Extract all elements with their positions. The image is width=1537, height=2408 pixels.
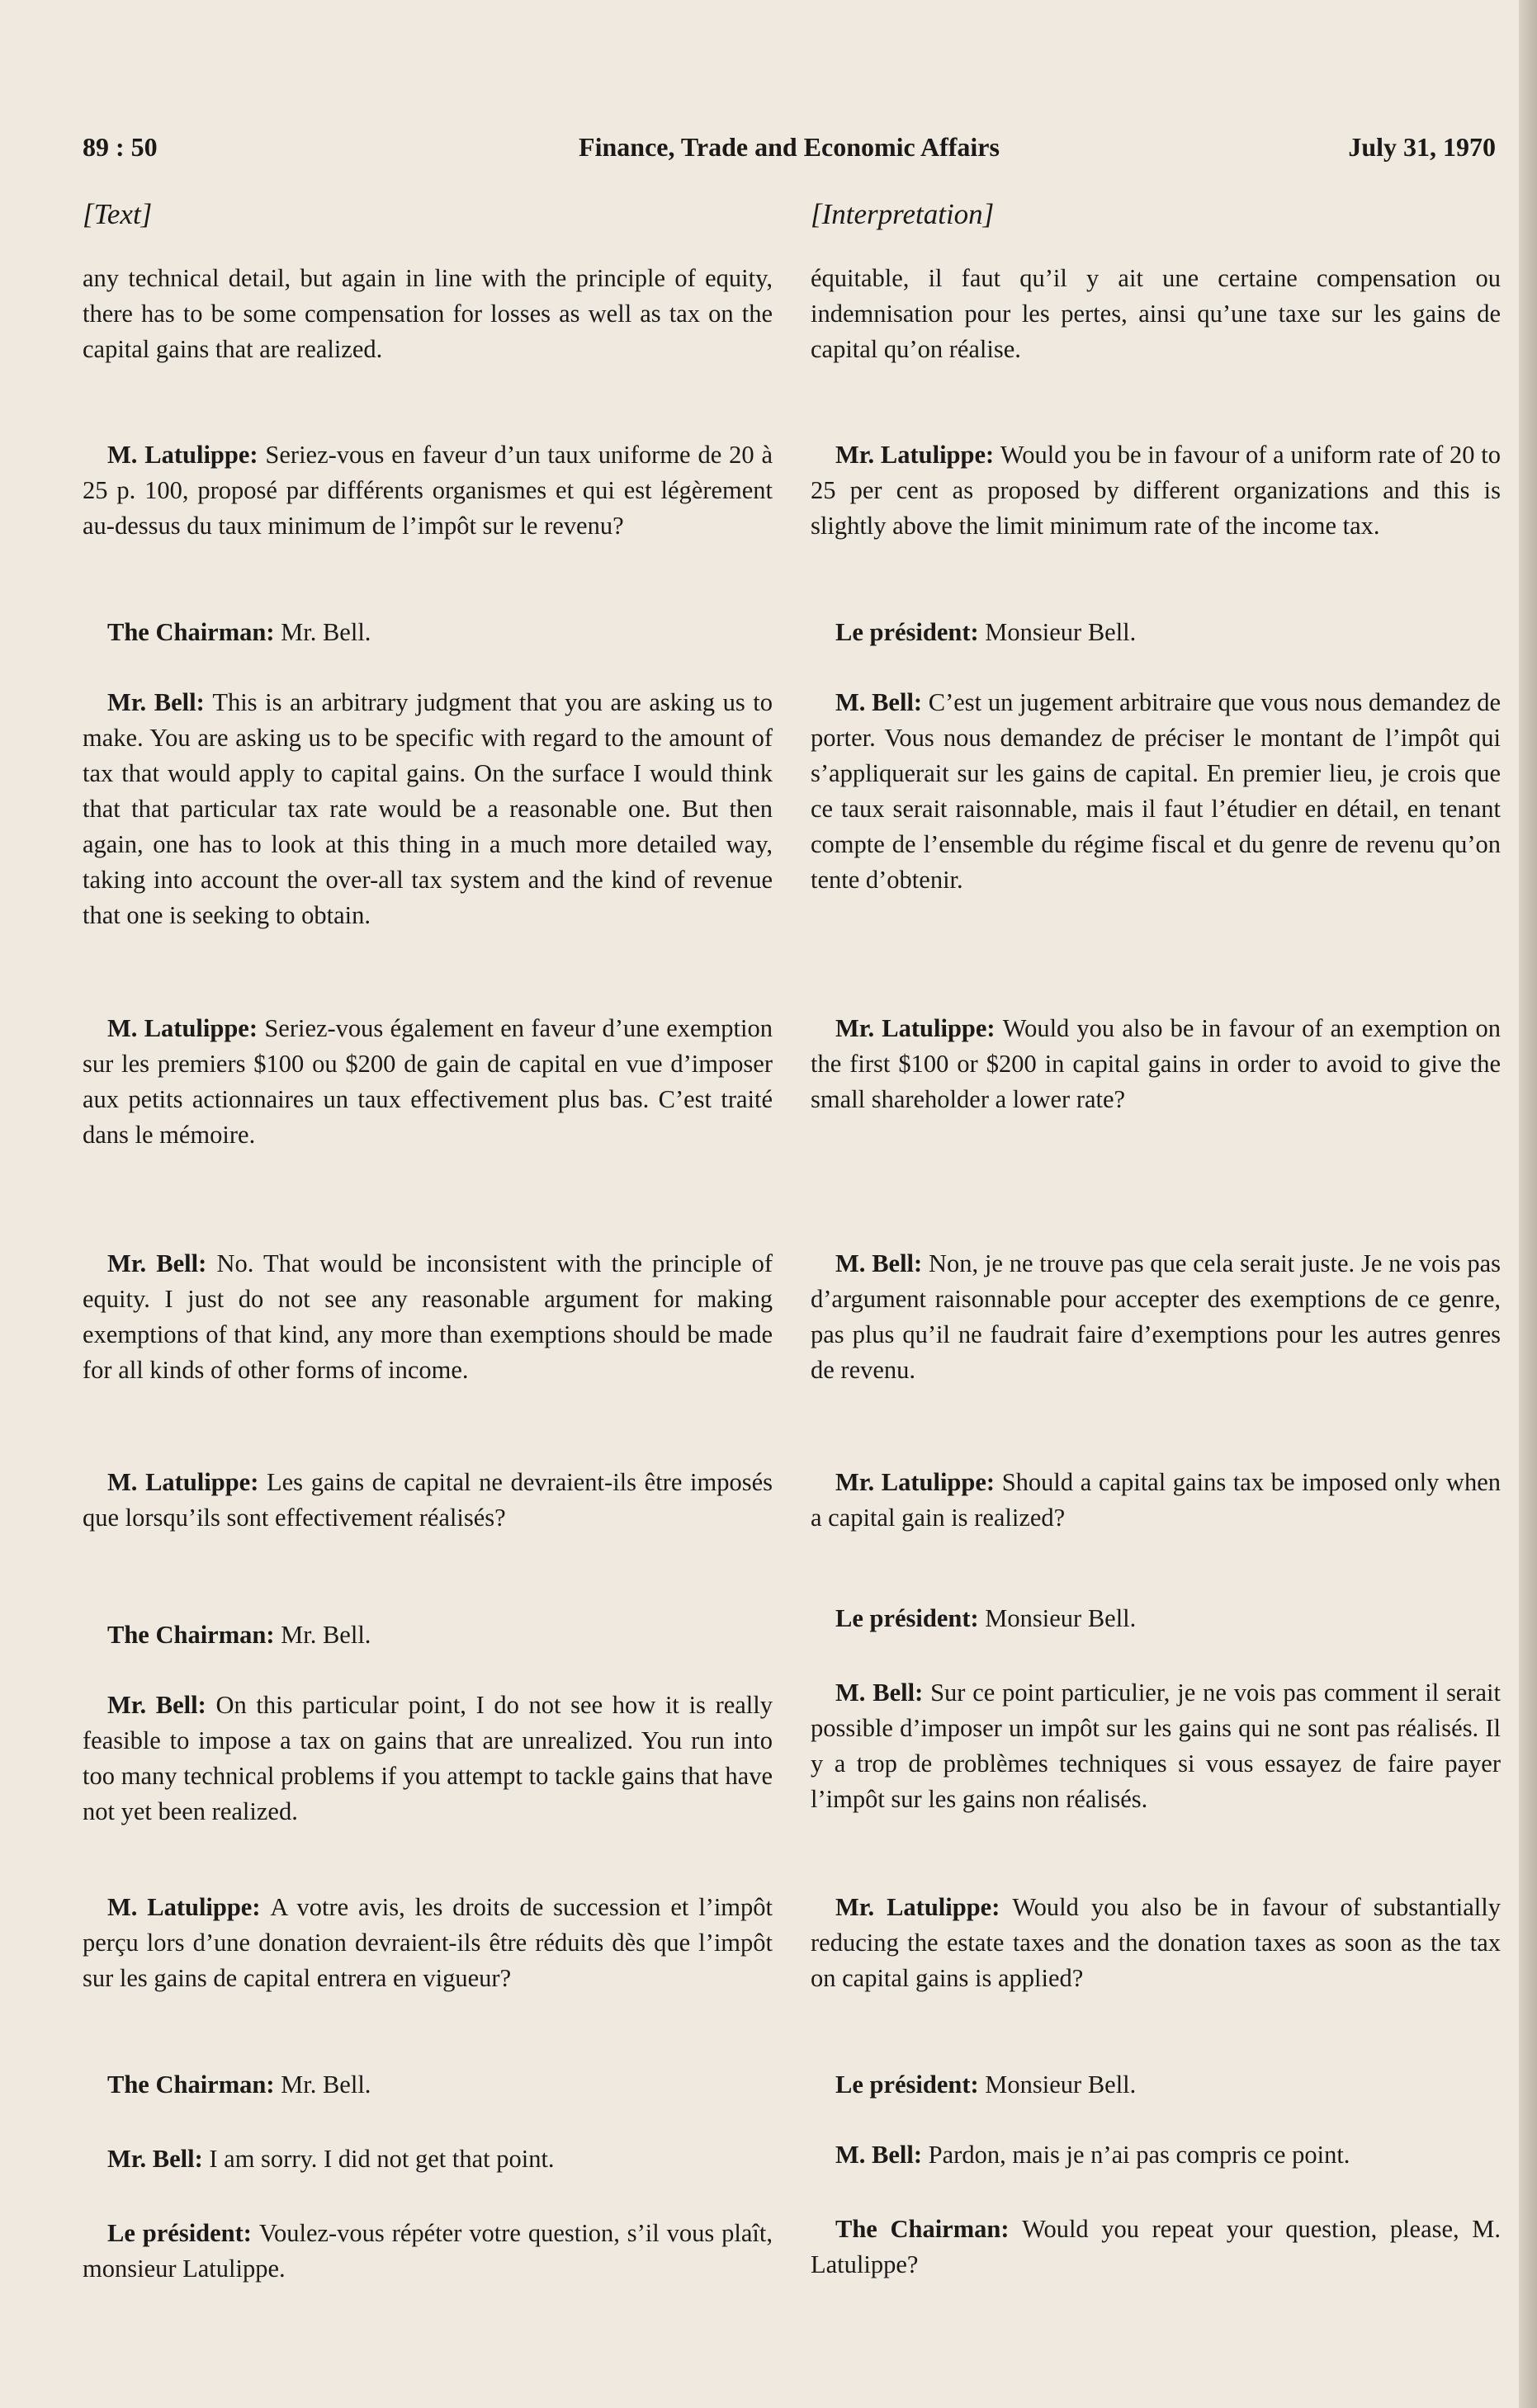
speech-text: Monsieur Bell. <box>985 2070 1137 2099</box>
speaker-name: Mr. Latulippe: <box>835 441 1000 469</box>
speech-text: On this particular point, I do not see how it is really feasible to impose a tax on gains that are unrealized. You run into too many technical problems if you attempt to tackle gains that have not yet been realized. <box>83 1691 773 1825</box>
speech-text: This is an arbitrary judgment that you are asking us to make. You are asking us to be specific with regard to the amount of tax that would apply to capital gains. On the surface I would think that that particular tax rate would be a reasonable one. But then again, one has to look at this thing in a much more detailed way, taking into account the over-all tax system and the kind of revenue that one is seeking to obtain. <box>83 688 773 929</box>
page-reference: 89 : 50 <box>83 132 158 162</box>
column-label-text: [Text] <box>83 198 153 230</box>
speaker-name: The Chairman: <box>835 2215 1023 2243</box>
left-paragraph-4 <box>83 1011 773 1153</box>
right-paragraph-5 <box>811 1246 1501 1388</box>
text-column <box>83 198 773 2283</box>
speech-text: A votre avis, les droits de succession et l’impôt perçu lors d’une donation devraient-ils être réduits dès que l’impôt sur les gains de capital entrera en vigueur? <box>83 1893 773 1992</box>
speech-text: Mr. Bell. <box>281 1621 371 1649</box>
speaker-name: M. Bell: <box>835 688 929 716</box>
speaker-name: The Chairman: <box>107 618 281 646</box>
speaker-name: Le président: <box>107 2219 259 2247</box>
speaker-name: Le président: <box>835 1604 986 1632</box>
left-paragraph-8 <box>83 1688 773 1830</box>
right-paragraph-0 <box>811 261 1501 367</box>
speech-text: Mr. Bell. <box>281 618 371 646</box>
right-paragraph-11 <box>811 2137 1501 2173</box>
left-paragraph-10 <box>83 2067 773 2103</box>
interpretation-column <box>811 198 1502 2278</box>
speaker-name: Mr. Latulippe: <box>835 1014 1003 1042</box>
right-paragraph-1 <box>811 437 1501 544</box>
speaker-name: The Chairman: <box>107 2070 281 2099</box>
left-paragraph-9 <box>83 1890 773 1996</box>
speech-text: Monsieur Bell. <box>985 1604 1137 1632</box>
speaker-name: M. Latulippe: <box>107 441 266 469</box>
right-paragraph-7 <box>811 1601 1501 1636</box>
speaker-name: Mr. Bell: <box>107 1249 217 1277</box>
speaker-name: Le président: <box>835 2070 986 2099</box>
speaker-name: The Chairman: <box>107 1621 281 1649</box>
right-paragraph-4 <box>811 1011 1501 1117</box>
right-paragraph-6 <box>811 1465 1501 1536</box>
speech-text: Would you also be in favour of an exemption on the first $100 or $200 in capital gains in order to avoid to give the small shareholder a lower rate? <box>811 1014 1501 1113</box>
speech-text: Would you repeat your question, please, M. Latulippe? <box>811 2215 1501 2278</box>
speech-text: Seriez-vous également en faveur d’une exemption sur les premiers $100 ou $200 de gain de capital en vue d’imposer aux petits actionnaires un taux effectivement plus bas. C’est traité dans le mémoire. <box>83 1014 773 1149</box>
speech-text: Monsieur Bell. <box>985 618 1137 646</box>
speech-text: Mr. Bell. <box>281 2070 371 2099</box>
page-header <box>83 132 1496 172</box>
speaker-name: Mr. Latulippe: <box>835 1893 1013 1921</box>
speaker-name: M. Latulippe: <box>107 1893 271 1921</box>
right-paragraph-8 <box>811 1675 1501 1817</box>
right-paragraph-10 <box>811 2067 1501 2103</box>
header-date: July 31, 1970 <box>1348 132 1496 162</box>
left-paragraph-2 <box>83 615 773 650</box>
speaker-name: M. Bell: <box>835 2141 929 2169</box>
speaker-name: M. Bell: <box>835 1249 929 1277</box>
left-paragraph-12 <box>83 2216 773 2287</box>
speaker-name: Mr. Bell: <box>107 688 213 716</box>
speech-text: I am sorry. I did not get that point. <box>209 2145 555 2173</box>
left-paragraph-0 <box>83 261 773 367</box>
left-paragraph-1 <box>83 437 773 544</box>
speech-text: any technical detail, but again in line with the principle of equity, there has to be some compensation for losses as well as tax on the capital gains that are realized. <box>83 264 773 363</box>
speech-text: Should a capital gains tax be imposed only when a capital gain is realized? <box>811 1468 1501 1532</box>
left-paragraph-7 <box>83 1617 773 1653</box>
speech-text: Non, je ne trouve pas que cela serait juste. Je ne vois pas d’argument raisonnable pour accepter des exemptions de ce genre, pas plus qu’il ne faudrait faire d’exemptions pour les autres genres de revenu. <box>811 1249 1501 1384</box>
left-paragraph-3 <box>83 685 773 933</box>
speech-text: Pardon, mais je n’ai pas compris ce point. <box>928 2141 1350 2169</box>
speech-text: Sur ce point particulier, je ne vois pas comment il serait possible d’imposer un impôt sur les gains qui ne sont pas réalisés. Il y a trop de problèmes techniques si vous essayez de faire payer l’impôt sur les gains non réalisés. <box>811 1679 1501 1813</box>
right-paragraph-12 <box>811 2212 1501 2283</box>
speech-text: Voulez-vous répéter votre question, s’il vous plaît, monsieur Latulippe. <box>83 2219 773 2283</box>
speaker-name: Mr. Bell: <box>107 1691 216 1719</box>
speaker-name: M. Latulippe: <box>107 1014 265 1042</box>
speaker-name: Mr. Latulippe: <box>835 1468 1002 1496</box>
speaker-name: Le président: <box>835 618 986 646</box>
speech-text: Would you also be in favour of substantially reducing the estate taxes and the donation taxes as soon as the tax on capital gains is applied? <box>811 1893 1502 1992</box>
right-paragraph-2 <box>811 615 1501 650</box>
header-title: Finance, Trade and Economic Affairs <box>579 132 1000 162</box>
speaker-name: M. Latulippe: <box>107 1468 267 1496</box>
speech-text: Would you be in favour of a uniform rate of 20 to 25 per cent as proposed by different organizations and this is slightly above the limit minimum rate of the income tax. <box>811 441 1501 540</box>
speech-text: équitable, il faut qu’il y ait une certaine compensation ou indemnisation pour les pertes, ainsi qu’une taxe sur les gains de capital qu’on réalise. <box>811 264 1501 363</box>
left-paragraph-11 <box>83 2141 773 2177</box>
speech-text: Les gains de capital ne devraient-ils être imposés que lorsqu’ils sont effectivement réalisés? <box>83 1468 773 1532</box>
speaker-name: M. Bell: <box>835 1679 931 1707</box>
right-paragraph-9 <box>811 1890 1501 1996</box>
page-edge-shadow <box>1519 0 1537 2408</box>
left-paragraph-6 <box>83 1465 773 1536</box>
right-paragraph-3 <box>811 685 1501 898</box>
speaker-name: Mr. Bell: <box>107 2145 210 2173</box>
speech-text: C’est un jugement arbitraire que vous nous demandez de porter. Vous nous demandez de préciser le montant de l’impôt qui s’appliquerait sur les gains de capital. En premier lieu, je crois que ce taux serait raisonnable, mais il faut l’étudier en détail, en tenant compte de l’ensemble du régime fiscal et du genre de revenu qu’on tente d’obtenir. <box>811 688 1501 894</box>
left-paragraph-5 <box>83 1246 773 1388</box>
speech-text: No. That would be inconsistent with the principle of equity. I just do not see any reasonable argument for making exemptions of that kind, any more than exemptions should be made for all kinds of other forms of income. <box>83 1249 773 1384</box>
column-label-interpretation: [Interpretation] <box>811 198 995 230</box>
speech-text: Seriez-vous en faveur d’un taux uniforme de 20 à 25 p. 100, proposé par différents organismes et qui est légèrement au-dessus du taux minimum de l’impôt sur le revenu? <box>83 441 773 540</box>
